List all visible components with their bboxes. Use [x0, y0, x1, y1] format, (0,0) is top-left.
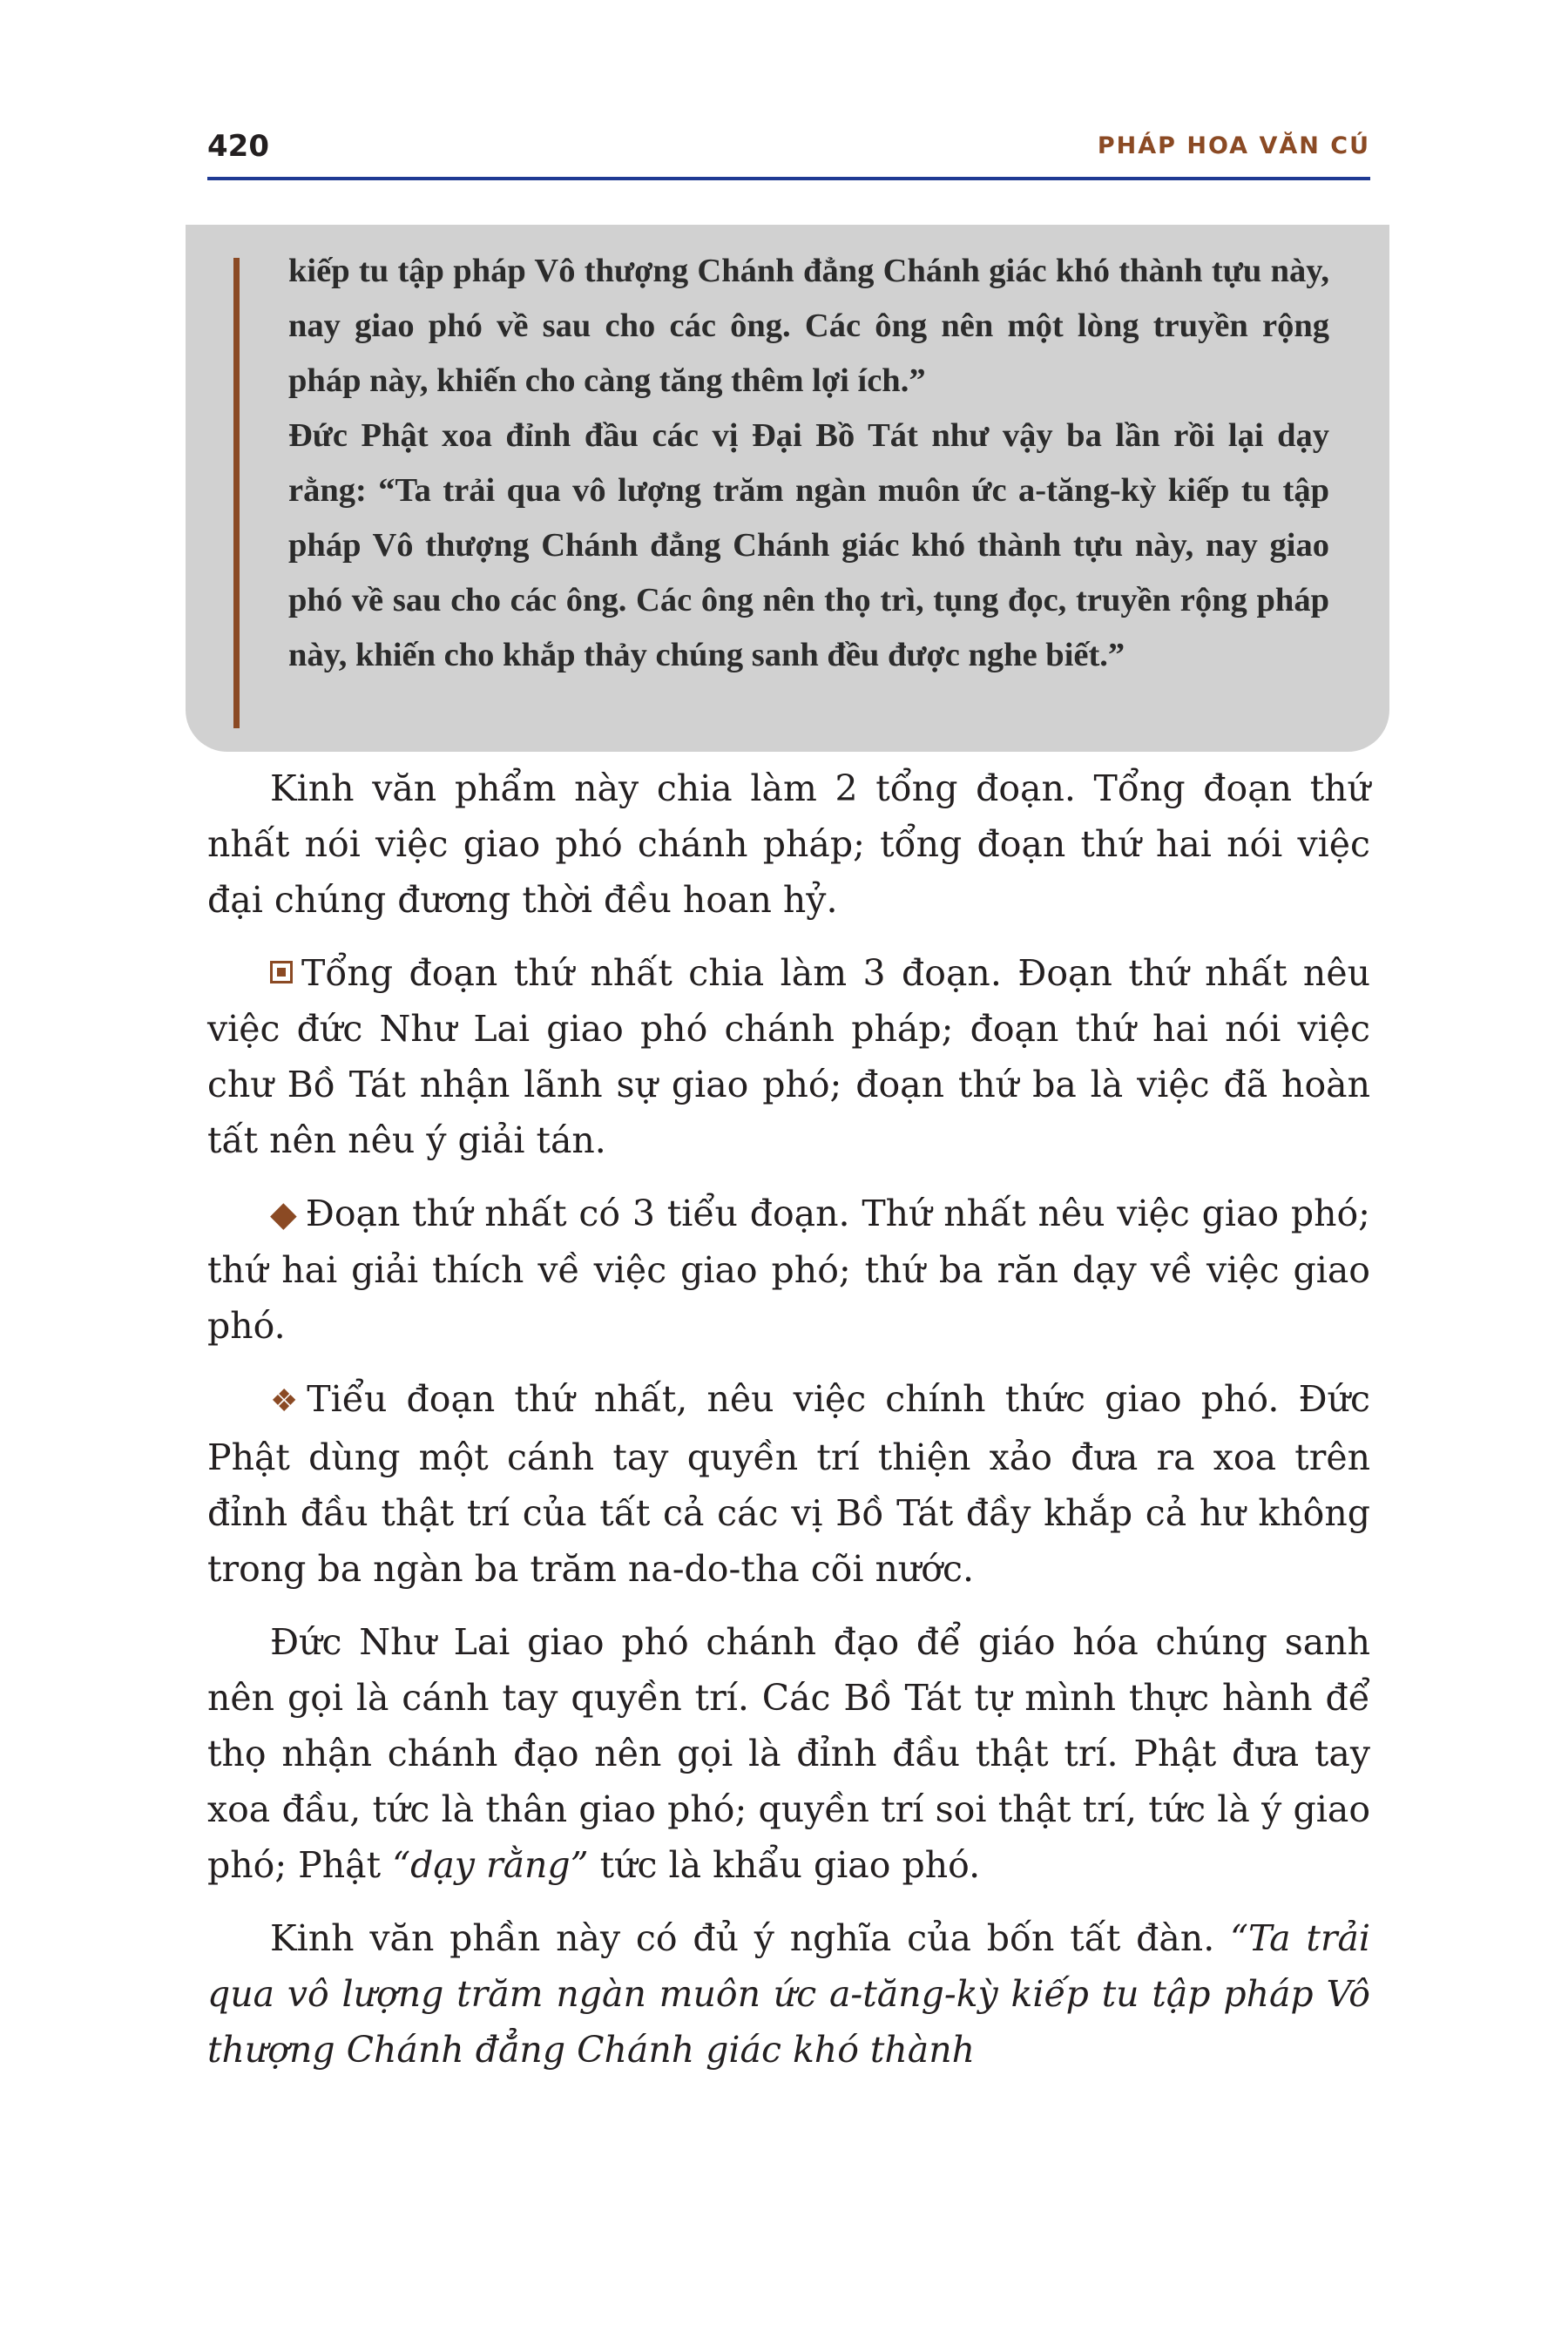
paragraph-6-text: Kinh văn phần này có đủ ý nghĩa của bốn tất đàn.	[270, 1917, 1231, 1959]
clover-bullet-icon: ❖	[270, 1383, 299, 1419]
page-header	[207, 124, 1370, 178]
paragraph-5-text-b: tức là khẩu giao phó.	[588, 1844, 981, 1886]
square-bullet-icon	[270, 961, 293, 983]
paragraph-5-text-a: Đức Như Lai giao phó chánh đạo để giáo hóa chúng sanh nên gọi là cánh tay quyền trí. Các Bồ Tát tự mình thực hành để thọ nhận chánh đạo nên gọi là đỉnh đầu thật trí. Phật đưa tay xoa đầu, tức là thân giao phó; quyền trí soi thật trí, tức là ý giao phó; Phật	[207, 1621, 1370, 1886]
paragraph-2-text: Tổng đoạn thứ nhất chia làm 3 đoạn. Đoạn thứ nhất nêu việc đức Như Lai giao phó chánh pháp; đoạn thứ hai nói việc chư Bồ Tát nhận lãnh sự giao phó; đoạn thứ ba là việc đã hoàn tất nên nêu ý giải tán.	[207, 952, 1370, 1161]
header-divider	[207, 177, 1370, 180]
paragraph-3-text: Đoạn thứ nhất có 3 tiểu đoạn. Thứ nhất nêu việc giao phó; thứ hai giải thích về việc giao phó; thứ ba răn dạy về việc giao phó.	[207, 1193, 1370, 1347]
paragraph-3	[207, 1186, 1370, 1354]
body-text	[207, 760, 1370, 2095]
paragraph-4	[207, 1371, 1370, 1597]
paragraph-4-text: Tiểu đoạn thứ nhất, nêu việc chính thức giao phó. Đức Phật dùng một cánh tay quyền trí thiện xảo đưa ra xoa trên đỉnh đầu thật trí của tất cả các vị Bồ Tát đầy khắp cả hư không trong ba ngàn ba trăm na-do-tha cõi nước.	[207, 1378, 1370, 1590]
book-title: PHÁP HOA VĂN CÚ	[1097, 132, 1370, 159]
page-number: 420	[207, 129, 269, 164]
paragraph-1: Kinh văn phẩm này chia làm 2 tổng đoạn. Tổng đoạn thứ nhất nói việc giao phó chánh pháp; tổng đoạn thứ hai nói việc đại chúng đương thời đều hoan hỷ.	[207, 767, 1370, 921]
quote-paragraph-2: Đức Phật xoa đỉnh đầu các vị Đại Bồ Tát như vậy ba lần rồi lại dạy rằng: “Ta trải qua vô lượng trăm ngàn muôn ức a-tăng-kỳ kiếp tu tập pháp Vô thượng Chánh đẳng Chánh giác khó thành tựu này, nay giao phó về sau cho các ông. Các ông nên thọ trì, tụng đọc, truyền rộng pháp này, khiến cho khắp thảy chúng sanh đều được nghe biết.”	[288, 417, 1329, 673]
quote-paragraph-1: kiếp tu tập pháp Vô thượng Chánh đẳng Chánh giác khó thành tựu này, nay giao phó về sau cho các ông. Các ông nên một lòng truyền rộng pháp này, khiến cho càng tăng thêm lợi ích.”	[288, 253, 1329, 399]
paragraph-2	[207, 945, 1370, 1168]
paragraph-5	[207, 1614, 1370, 1893]
diamond-bullet-icon: ◆	[270, 1194, 297, 1234]
paragraph-6-quote: “Ta trải qua vô lượng trăm ngàn muôn ức a-tăng-kỳ kiếp tu tập pháp Vô thượng Chánh đẳng Chánh giác khó thành	[207, 1917, 1371, 2071]
paragraph-5-quote: “dạy rằng”	[392, 1844, 589, 1886]
paragraph-6	[207, 1910, 1370, 2078]
quote-box	[186, 225, 1389, 752]
quote-accent-bar	[233, 258, 240, 728]
quote-text	[288, 244, 1329, 683]
